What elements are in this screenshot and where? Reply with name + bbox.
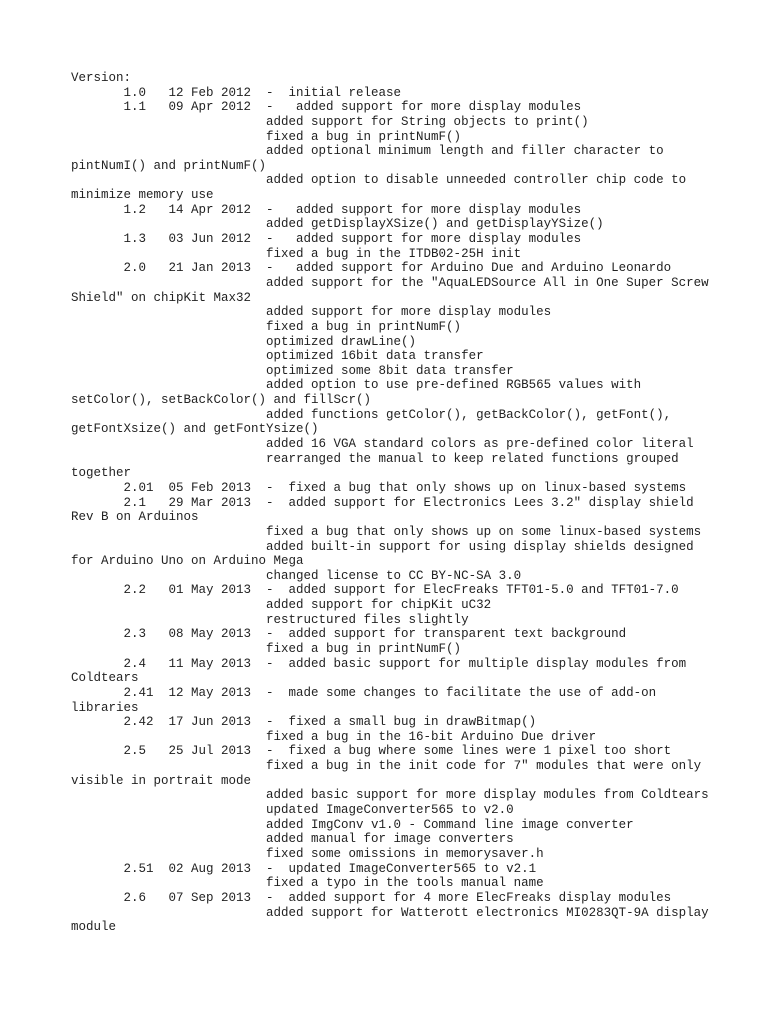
text-line: 2.42 17 Jun 2013 - fixed a small bug in drawBitmap() [71,715,537,730]
text-line: Rev B on Arduinos [71,510,199,525]
text-line: fixed a bug in the ITDB02-25H init [71,246,522,261]
text-line: added ImgConv v1.0 - Command line image converter [71,817,634,832]
text-line: added basic support for more display modules from Coldtears [71,788,709,803]
text-line: updated ImageConverter565 to v2.0 [71,803,514,818]
text-line: restructured files slightly [71,612,469,627]
text-line: 1.1 09 Apr 2012 - added support for more display modules [71,100,582,115]
text-line: for Arduino Uno on Arduino Mega [71,554,304,569]
text-line: added manual for image converters [71,832,514,847]
text-line: 2.1 29 Mar 2013 - added support for Electronics Lees 3.2" display shield [71,495,694,510]
text-line: optimized drawLine() [71,334,417,349]
text-line: added support for String objects to print() [71,114,589,129]
text-line: pintNumI() and printNumF() [71,158,267,173]
text-line: fixed some omissions in memorysaver.h [71,846,544,861]
text-line: added getDisplayXSize() and getDisplayYSize() [71,217,604,232]
text-line: visible in portrait mode [71,773,252,788]
text-line: changed license to CC BY-NC-SA 3.0 [71,568,522,583]
text-line: rearranged the manual to keep related functions grouped [71,451,679,466]
text-line: Shield" on chipKit Max32 [71,290,252,305]
text-line: added support for more display modules [71,305,552,320]
text-line: added functions getColor(), getBackColor(), getFont(), [71,407,672,422]
text-line: added option to disable unneeded controller chip code to [71,173,687,188]
text-line: added support for chipKit uC32 [71,598,492,613]
text-line: optimized 16bit data transfer [71,349,484,364]
text-line: 2.0 21 Jan 2013 - added support for Arduino Due and Arduino Leonardo [71,261,672,276]
text-line: fixed a bug in printNumF() [71,129,462,144]
text-line: Coldtears [71,671,139,686]
text-line: libraries [71,700,139,715]
text-line: fixed a bug in the 16-bit Arduino Due driver [71,729,597,744]
text-line: 1.2 14 Apr 2012 - added support for more display modules [71,202,582,217]
text-line: 1.0 12 Feb 2012 - initial release [71,85,402,100]
text-line: module [71,920,117,935]
text-line: added option to use pre-defined RGB565 values with [71,378,642,393]
version-history [71,71,721,935]
text-line: 2.5 25 Jul 2013 - fixed a bug where some lines were 1 pixel too short [71,744,672,759]
text-line: optimized some 8bit data transfer [71,363,514,378]
text-line: fixed a typo in the tools manual name [71,876,544,891]
text-line: added optional minimum length and filler character to [71,144,664,159]
text-line: minimize memory use [71,188,214,203]
text-line: 2.01 05 Feb 2013 - fixed a bug that only shows up on linux-based systems [71,480,687,495]
text-line: added support for the "AquaLEDSource All in One Super Screw [71,275,709,290]
text-line: added support for Watterott electronics MI0283QT-9A display [71,905,709,920]
text-line: 2.3 08 May 2013 - added support for transparent text background [71,627,627,642]
text-line: 2.6 07 Sep 2013 - added support for 4 more ElecFreaks display modules [71,890,672,905]
text-line: 2.2 01 May 2013 - added support for ElecFreaks TFT01-5.0 and TFT01-7.0 [71,583,679,598]
text-line: added 16 VGA standard colors as pre-defined color literal [71,437,694,452]
text-line: 2.41 12 May 2013 - made some changes to facilitate the use of add-on [71,685,657,700]
text-line: setColor(), setBackColor() and fillScr() [71,393,372,408]
text-line: fixed a bug in the init code for 7" modules that were only [71,759,702,774]
text-line: added built-in support for using display shields designed [71,539,694,554]
text-line: 2.4 11 May 2013 - added basic support for multiple display modules from [71,656,687,671]
text-line: together [71,466,132,481]
text-line: fixed a bug in printNumF() [71,319,462,334]
text-line: fixed a bug that only shows up on some linux-based systems [71,524,702,539]
text-line: fixed a bug in printNumF() [71,641,462,656]
version-heading: Version: [71,71,132,85]
text-line: getFontXsize() and getFontYsize() [71,422,319,437]
text-line: 1.3 03 Jun 2012 - added support for more display modules [71,232,582,247]
text-line: 2.51 02 Aug 2013 - updated ImageConverter565 to v2.1 [71,861,537,876]
